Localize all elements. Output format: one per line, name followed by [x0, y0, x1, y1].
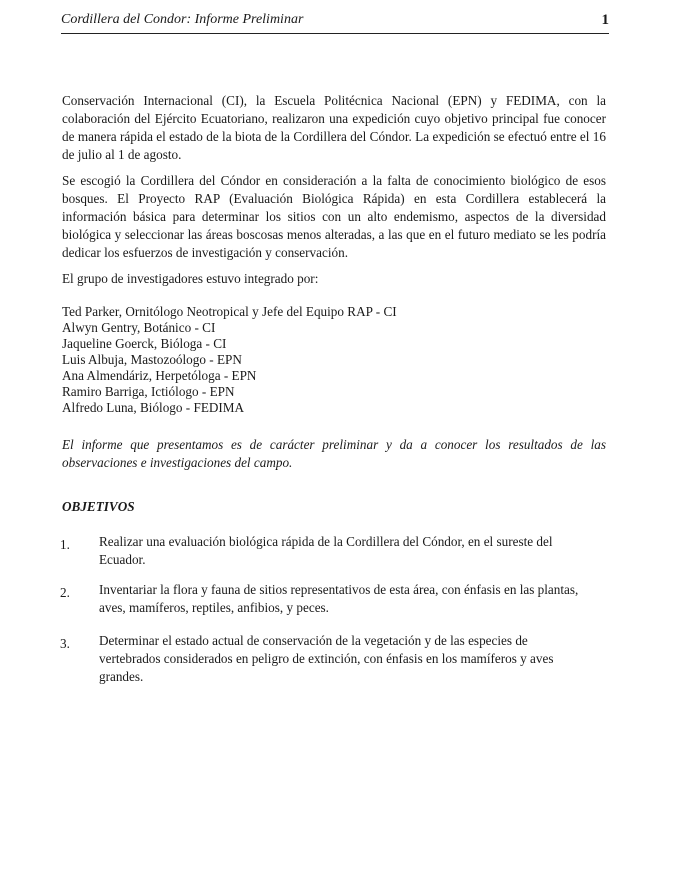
- team-member-list: [62, 304, 562, 416]
- objectives-heading: OBJETIVOS: [62, 499, 135, 514]
- team-member: Alwyn Gentry, Botánico - CI: [62, 320, 216, 335]
- header-rule: [61, 33, 609, 34]
- objective-text: Realizar una evaluación biológica rápida de la Cordillera del Cóndor, en el sureste del Ecuador.: [99, 534, 553, 567]
- running-title: Cordillera del Condor: Informe Preliminar: [61, 12, 304, 27]
- objective-text: Determinar el estado actual de conservación de la vegetación y de las especies de vertebrados considerados en peligro de extinción, con énfasis en los mamíferos y aves grandes.: [99, 633, 554, 684]
- intro-paragraph-2: Se escogió la Cordillera del Cóndor en consideración a la falta de conocimiento biológico de esos bosques. El Proyecto RAP (Evaluación Biológica Rápida) en esta Cordillera establecerá la información básica para determinar los sitios con un alto endemismo, aspectos de la diversidad biológica y seleccionar las áreas boscosas menos alteradas, a las que en el futuro mediato se les podría dedicar los esfuerzos de investigación y conservación.: [62, 173, 606, 260]
- page-header: [61, 10, 609, 34]
- intro-paragraph-1: Conservación Internacional (CI), la Escuela Politécnica Nacional (EPN) y FEDIMA, con la colaboración del Ejército Ecuatoriano, realizaron una expedición cuyo objetivo principal fue conocer de manera rápida el estado de la biota de la Cordillera del Cóndor. La expedición se efectuó entre el 16 de julio al 1 de agosto.: [62, 93, 606, 162]
- preliminary-note: El informe que presentamos es de carácter preliminar y da a conocer los resultados de las observaciones e investigaciones del campo.: [62, 437, 606, 470]
- team-member: Ramiro Barriga, Ictiólogo - EPN: [62, 384, 235, 399]
- page-number: 1: [601, 12, 609, 28]
- team-member: Ted Parker, Ornitólogo Neotropical y Jefe del Equipo RAP - CI: [62, 304, 397, 319]
- team-member: Ana Almendáriz, Herpetóloga - EPN: [62, 368, 257, 383]
- team-intro: El grupo de investigadores estuvo integrado por:: [62, 271, 319, 286]
- objective-number: 1.: [60, 537, 70, 552]
- objective-number: 3.: [60, 636, 70, 651]
- team-member: Luis Albuja, Mastozoólogo - EPN: [62, 352, 242, 367]
- team-member: Jaqueline Goerck, Bióloga - CI: [62, 336, 227, 351]
- team-member: Alfredo Luna, Biólogo - FEDIMA: [62, 400, 245, 415]
- objective-text: Inventariar la flora y fauna de sitios representativos de esta área, con énfasis en las plantas, aves, mamíferos, reptiles, anfibios, y peces.: [99, 582, 579, 615]
- objective-number: 2.: [60, 585, 70, 600]
